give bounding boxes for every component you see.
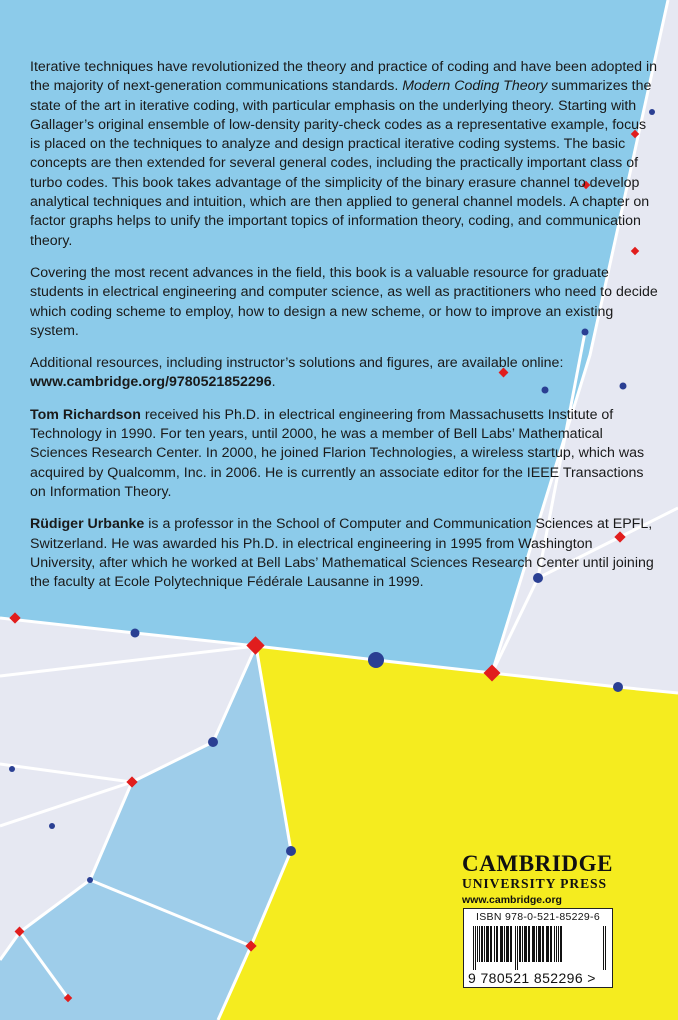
barcode-bar	[528, 926, 530, 962]
description-paragraph	[30, 58, 660, 251]
barcode-bar	[542, 926, 544, 962]
barcode-bar	[510, 926, 512, 962]
barcode	[463, 908, 613, 988]
resources-link[interactable]: www.cambridge.org/9780521852296	[30, 374, 272, 391]
barcode-bar	[605, 926, 606, 970]
barcode-bar	[494, 926, 495, 962]
barcode-bar	[532, 926, 535, 962]
node-blue	[368, 652, 384, 668]
barcode-bar	[550, 926, 552, 962]
barcode-bar	[560, 926, 562, 962]
barcode-bar	[603, 926, 604, 970]
author-bio-text-2: is a professor in the School of Computer and Communication Sciences at EPFL, Switzerland. He was awarded his Ph.D. in electrical engineering in 1995 from Washington University, after which he worked at Bell Labs’ Mathematical Sciences Research Center until joining the faculty at Ecole Polytechnique Fédérale Lausanne in 1999.	[30, 516, 654, 591]
publisher-logo	[462, 852, 622, 906]
node-blue	[208, 737, 218, 747]
isbn-label: ISBN 978-0-521-85229-6	[476, 911, 600, 923]
barcode-bar	[473, 926, 474, 970]
description-text: Iterative techniques have revolutionized the theory and practice of coding and have been adopted in the majority of next-generation communications standards.	[30, 59, 658, 95]
barcode-bar	[519, 926, 521, 962]
author-bio-2	[30, 515, 660, 592]
barcode-bar	[477, 926, 478, 962]
barcode-bar	[484, 926, 485, 962]
barcode-bar	[522, 926, 523, 962]
back-cover-text	[30, 58, 660, 605]
barcode-bar	[517, 926, 518, 970]
description-text-continued: summarizes the state of the art in iterative coding, with particular emphasis on the underlying theory. Starting with Gallager’s original ensemble of low-density parity-check codes as a representative example, focus is placed on the techniques to analyze and design practical iterative coding systems. The basic concepts are then extended for several general codes, including the practically important class of turbo codes. This book takes advantage of the simplicity of the binary erasure channel to develop analytical techniques and intuition, which are then applied to general channel models. A chapter on factor graphs helps to unify the important topics of information theory, coding, and communication theory.	[30, 78, 652, 249]
node-blue	[613, 682, 623, 692]
barcode-bar	[486, 926, 489, 962]
barcode-bar	[524, 926, 527, 962]
barcode-bar	[479, 926, 480, 962]
barcode-bar	[506, 926, 509, 962]
barcode-bar	[496, 926, 498, 962]
author-name-1: Tom Richardson	[30, 406, 141, 423]
barcode-bar	[504, 926, 505, 962]
barcode-digits: 9 780521 852296 >	[468, 970, 596, 986]
author-bio-text-1: received his Ph.D. in electrical engineering from Massachusetts Institute of Technology in 1990. For ten years, until 2000, he was a member of Bell Labs’ Mathematical Sciences Research Center. In 2000, he joined Flarion Technologies, a wireless startup, which was acquired by Qualcomm, Inc. in 2006. He is currently an associate editor for the IEEE Transactions on Information Theory.	[30, 406, 645, 500]
publisher-website[interactable]: www.cambridge.org	[462, 894, 562, 906]
barcode-bar	[515, 926, 516, 970]
book-title: Modern Coding Theory	[402, 78, 548, 95]
node-blue	[131, 629, 140, 638]
barcode-bar	[481, 926, 483, 962]
node-blue	[49, 823, 55, 829]
barcode-bar	[536, 926, 537, 962]
barcode-bar	[554, 926, 555, 962]
resources-text: Additional resources, including instructor’s solutions and figures, are available online:	[30, 355, 564, 372]
node-blue	[286, 846, 296, 856]
barcode-bar	[556, 926, 557, 962]
barcode-bar	[475, 926, 476, 970]
publisher-name: CAMBRIDGE	[462, 851, 614, 876]
author-name-2: Rüdiger Urbanke	[30, 516, 145, 533]
barcode-bar	[558, 926, 559, 962]
publisher-subtitle: UNIVERSITY PRESS	[462, 876, 607, 891]
barcode-bar	[490, 926, 492, 962]
barcode-bar	[546, 926, 549, 962]
resources-paragraph	[30, 354, 660, 393]
resources-period: .	[271, 374, 276, 391]
barcode-bars	[469, 926, 609, 970]
audience-paragraph: Covering the most recent advances in the field, this book is a valuable resource for graduate students in electrical engineering and computer science, as well as practitioners who need to decide which coding scheme to employ, how to design a new scheme, or how to improve an existing system.	[30, 264, 658, 339]
barcode-bar	[500, 926, 503, 962]
node-blue	[9, 766, 15, 772]
author-bio-1	[30, 406, 660, 502]
barcode-bar	[538, 926, 541, 962]
node-blue	[87, 877, 93, 883]
